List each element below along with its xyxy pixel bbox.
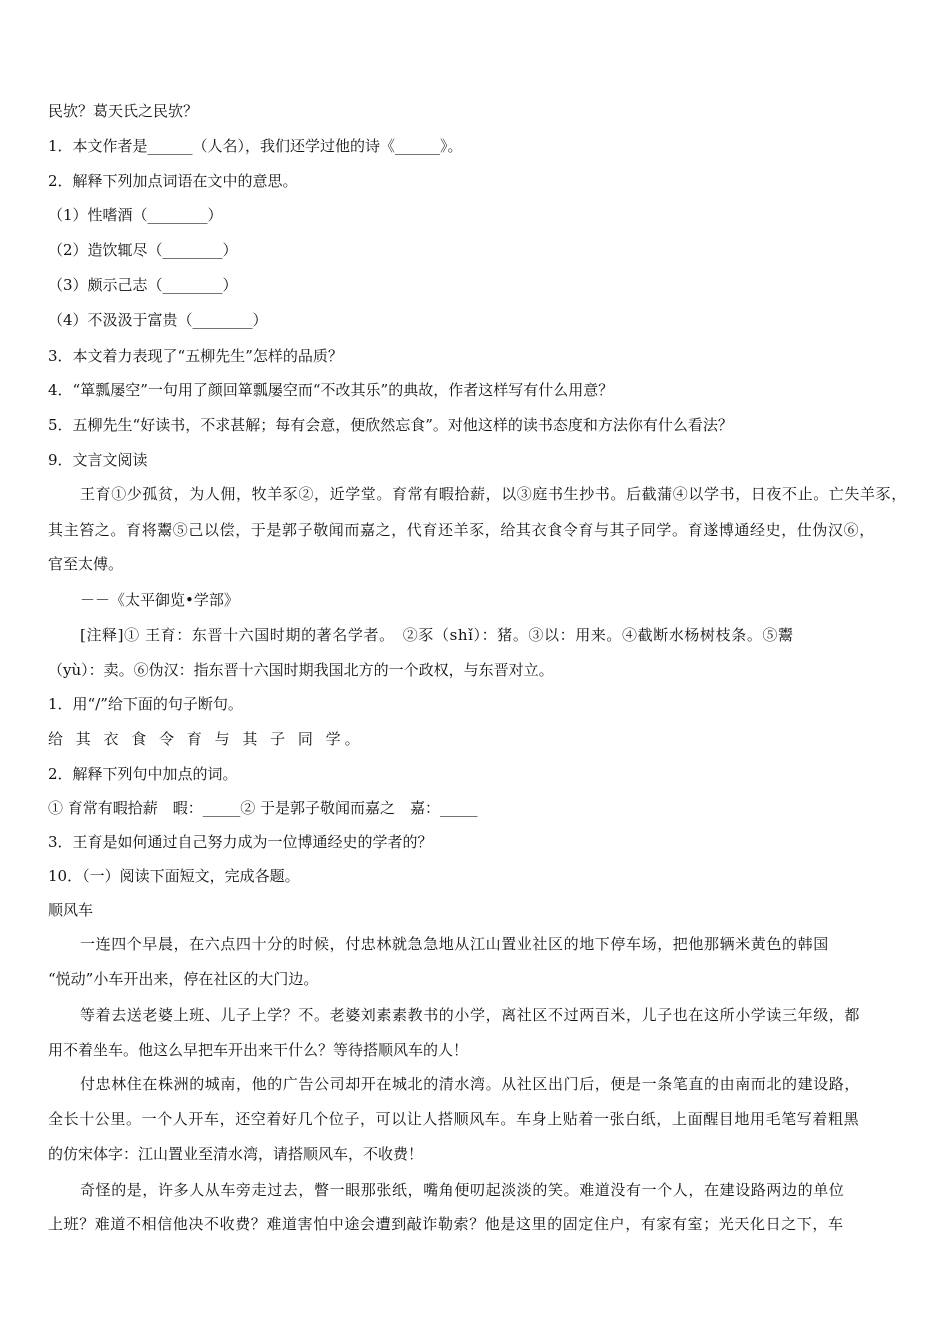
- question-2: 2．解释下列句中加点的词。: [48, 765, 238, 783]
- story-title: 顺风车: [48, 901, 94, 919]
- story-paragraph-line: 全长十公里。一个人开车，还空着好几个位子，可以让人搭顺风车。车身上贴着一张白纸，上面醒目地用毛笔写着粗黑: [48, 1110, 860, 1128]
- source-citation: －－《太平御览•学部》: [80, 591, 239, 609]
- story-paragraph-line: 奇怪的是，许多人从车旁走过去，瞥一眼那张纸，嘴角便叨起淡淡的笑。难道没有一个人，在建设路两边的单位: [80, 1181, 845, 1199]
- question-4: 4．“箪瓢屡空”一句用了颜回箪瓢屡空而“不改其乐”的典故，作者这样写有什么用意？: [48, 381, 614, 399]
- section-heading-9: 9．文言文阅读: [48, 451, 148, 469]
- story-paragraph-line: 的仿宋体字：江山置业至清水湾，请搭顺风车，不收费！: [48, 1145, 424, 1163]
- question-3: 3．本文着力表现了“五柳先生”怎样的品质？: [48, 347, 343, 365]
- classical-passage-line: 官至太傅。: [48, 555, 124, 573]
- sub-question-3: （3）颇示己志（________）: [48, 276, 238, 294]
- punctuation-sentence: 给 其 衣 食 令 育 与 其 子 同 学。: [48, 730, 364, 748]
- story-paragraph-line: 一连四个早晨，在六点四十分的时候，付忠林就急急地从江山置业社区的地下停车场，把他那辆米黄色的韩国: [80, 935, 829, 953]
- sub-question-2: （2）造饮辄尽（________）: [48, 241, 238, 259]
- story-paragraph-line: 用不着坐车。他这么早把车开出来干什么？等待搭顺风车的人！: [48, 1041, 469, 1059]
- story-paragraph-line: 等着去送老婆上班、儿子上学？不。老婆刘素素教书的小学，离社区不过两百米，儿子也在这所小学读三年级，都: [80, 1006, 861, 1024]
- story-paragraph-line: “悦动”小车开出来，停在社区的大门边。: [48, 970, 319, 988]
- question-2: 2．解释下列加点词语在文中的意思。: [48, 172, 298, 190]
- question-1: 1．用“/”给下面的句子断句。: [48, 695, 243, 713]
- sub-question-4: （4）不汲汲于富贵（________）: [48, 311, 268, 329]
- question-1: 1．本文作者是______（人名），我们还学过他的诗《______》。: [48, 137, 463, 155]
- text-line: 民欤？葛天氏之民欤？: [48, 102, 199, 120]
- annotation-line: [注释]① 王育：东晋十六国时期的著名学者。 ②豕（shǐ）：猪。③以：用来。④截断水杨树枝条。⑤鬻: [80, 626, 794, 644]
- annotation-line: （yù）：卖。⑥伪汉：指东晋十六国时期我国北方的一个政权，与东晋对立。: [48, 661, 554, 679]
- question-5: 5．五柳先生“好读书，不求甚解；每有会意，便欣然忘食”。对他这样的读书态度和方法你有什么看法？: [48, 416, 733, 434]
- question-3: 3．王育是如何通过自己努力成为一位博通经史的学者的？: [48, 833, 433, 851]
- section-heading-10: 10．（一）阅读下面短文，完成各题。: [48, 867, 300, 885]
- classical-passage-line: 王育①少孤贫，为人佣，牧羊豕②，近学堂。育常有暇拾薪，以③庭书生抄书。后截蒲④以学书，日夜不止。亡失羊豕，: [80, 485, 907, 503]
- story-paragraph-line: 上班？难道不相信他决不收费？难道害怕中途会遭到敲诈勒索？他是这里的固定住户，有家有室；光天化日之下，车: [48, 1215, 844, 1233]
- sub-question-1: （1）性嗜酒（________）: [48, 206, 223, 224]
- classical-passage-line: 其主笞之。育将鬻⑤己以偿，于是郭子敬闻而嘉之，代育还羊豕，给其衣食令育与其子同学。育遂博通经史，仕伪汉⑥，: [48, 521, 875, 539]
- story-paragraph-line: 付忠林住在株洲的城南，他的广告公司却开在城北的清水湾。从社区出门后，便是一条笔直的由南而北的建设路，: [80, 1075, 861, 1093]
- word-explanation: ① 育常有暇拾薪 暇：_____② 于是郭子敬闻而嘉之 嘉：_____: [48, 799, 478, 817]
